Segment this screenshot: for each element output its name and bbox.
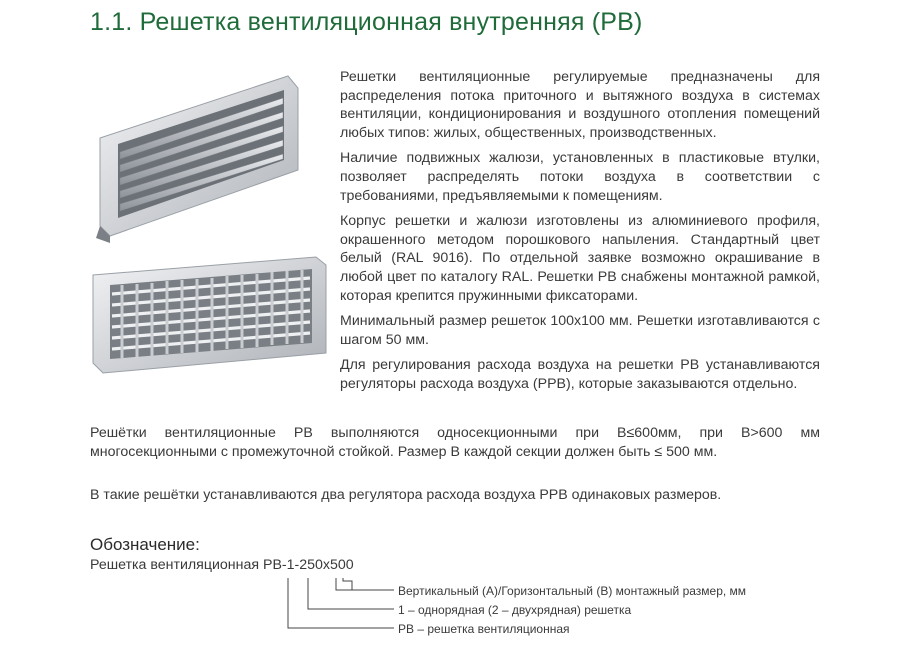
legend-dimensions: Вертикальный (А)/Горизонтальный (В) монтажный размер, мм xyxy=(398,584,747,598)
designation-code: Решетка вентиляционная РВ-1-250х500 xyxy=(90,557,354,573)
page-title: 1.1. Решетка вентиляционная внутренняя (РВ) xyxy=(90,8,643,36)
intro-paragraph: Корпус решетки и жалюзи изготовлены из алюминиевого профиля, окрашенного методом порошкового напыления. Стандартный цвет белый (RAL 9016). По отдельной заявке возможно окрашивание в любой цвет по каталогу RAL. Решетки РВ снабжены монтажной рамкой, которая крепится пружинными фиксаторами. xyxy=(340,213,820,304)
multisection-paragraph: Решётки вентиляционные РВ выполняются односекционными при В≤600мм, при В>600 мм многосекционными с промежуточной стойкой. Размер В каждой секции должен быть ≤ 500 мм. xyxy=(90,425,820,460)
legend-rows: 1 – однорядная (2 – двухрядная) решетка xyxy=(398,603,632,617)
intro-paragraph: Минимальный размер решеток 100х100 мм. Решетки изготавливаются с шагом 50 мм. xyxy=(340,313,820,348)
designation-heading: Обозначение: xyxy=(90,535,200,554)
regulators-paragraph: В такие решётки устанавливаются два регулятора расхода воздуха РРВ одинаковых размеров. xyxy=(90,487,722,503)
legend-type: РВ – решетка вентиляционная xyxy=(398,622,570,636)
intro-paragraph: Решетки вентиляционные регулируемые предназначены для распределения потока приточного и вытяжного воздуха в системах вентиляции, кондиционирования и воздушного отопления помещений любых типов: жилых, общественных, производственных. xyxy=(340,69,820,141)
intro-paragraph: Наличие подвижных жалюзи, установленных в пластиковые втулки, позволяет распределять потоки воздуха в соответствии с требованиями, предъявляемыми к помещениям. xyxy=(340,150,820,204)
intro-paragraph: Для регулирования расхода воздуха на решетки РВ устанавливаются регуляторы расхода воздуха (РРВ), которые заказываются отдельно. xyxy=(340,357,820,392)
